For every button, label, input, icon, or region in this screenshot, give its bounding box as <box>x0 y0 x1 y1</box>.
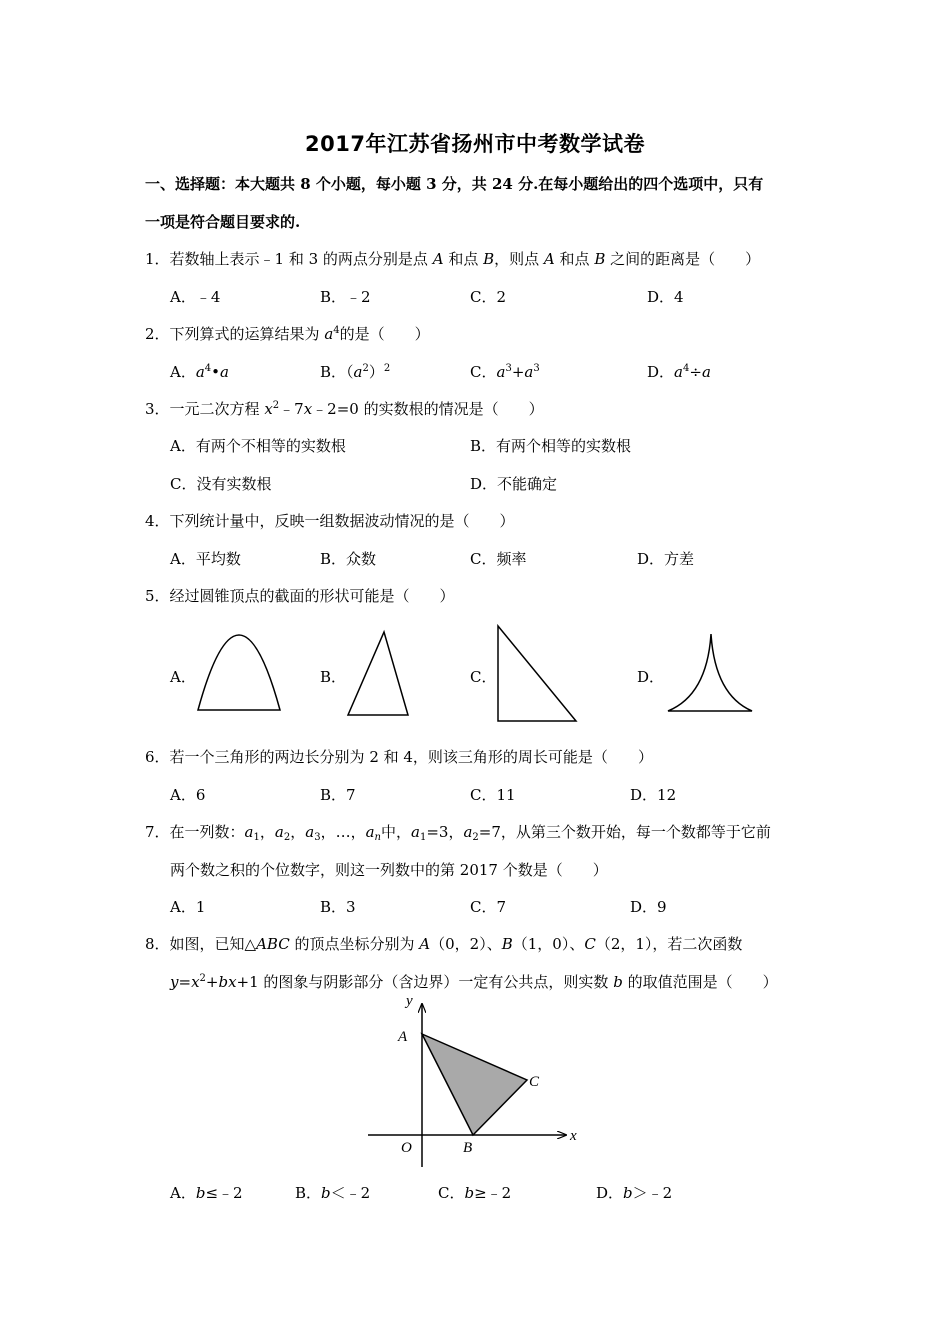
q8-option-d <box>596 1183 672 1203</box>
section-header-line1: 一、选择题：本大题共 8 个小题，每小题 3 分，共 24 分.在每小题给出的四个选项中，只有 <box>145 175 764 193</box>
q8-var: bx <box>218 973 237 991</box>
q7-option-a: A．1 <box>170 898 206 916</box>
q2-option-label: C． <box>470 363 497 381</box>
x-axis-label: x <box>570 1128 577 1144</box>
q8-text: 的取值范围是（ ） <box>622 973 778 991</box>
point-a-label: A <box>398 1029 408 1045</box>
page-title: 2017年江苏省扬州市中考数学试卷 <box>305 132 645 156</box>
q2-op: ÷ <box>689 363 702 381</box>
q4-option-d: D．方差 <box>637 550 695 568</box>
q2-option-label: B．（ <box>320 363 354 381</box>
q1-var: B <box>483 250 495 268</box>
q8-option-text: ≤﹣2 <box>205 1184 243 1202</box>
origin-label: O <box>401 1140 412 1156</box>
q7-var: a <box>411 823 420 841</box>
q6-option-a: A．6 <box>170 786 206 804</box>
section-header-line2: 一项是符合题目要求的. <box>145 213 301 231</box>
q8-var: ABC <box>256 935 290 953</box>
q1-text: 之间的距离是（ ） <box>605 250 761 268</box>
q2-var: a <box>701 363 711 381</box>
q8-text: = <box>178 973 192 991</box>
q8-var: A <box>419 935 431 953</box>
q8-text: 的顶点坐标分别为 <box>289 935 420 953</box>
q8-option-label: B． <box>295 1184 322 1202</box>
q8-text: +1 的图象与阴影部分（含边界）一定有公共点，则实数 <box>236 973 614 991</box>
q7-option-c: C．7 <box>470 898 507 916</box>
q1-text: 和点 <box>443 250 484 268</box>
q1-option-c: C．2 <box>470 288 507 306</box>
q1-text: 和点 <box>554 250 595 268</box>
q8-option-text: ＞﹣2 <box>632 1184 673 1202</box>
q8-var: b <box>464 1184 475 1202</box>
q6-option-c: C．11 <box>470 786 516 804</box>
q8-option-a <box>170 1183 243 1203</box>
q2-exp: 2 <box>362 363 369 374</box>
q2-op: • <box>211 363 221 381</box>
q3-option-a: A．有两个不相等的实数根 <box>170 437 346 455</box>
q1-text: ，则点 <box>494 250 544 268</box>
q5-option-a: A． <box>170 668 196 686</box>
q3-option-c: C．没有实数根 <box>170 475 272 493</box>
q7-var: a <box>305 823 315 841</box>
q5-option-c: C． <box>470 668 497 686</box>
q7-sub: 1 <box>419 832 427 843</box>
q1-var: A <box>432 250 444 268</box>
q1-option-d: D．4 <box>647 288 684 306</box>
q1-option-b: B．﹣2 <box>320 288 371 306</box>
q8-var: x <box>191 973 200 991</box>
q8-exp: 2 <box>199 973 206 984</box>
q7-var: a <box>274 823 284 841</box>
q2-exp: 3 <box>533 363 540 374</box>
q7-sub: 2 <box>283 832 291 843</box>
q4-option-a: A．平均数 <box>170 550 241 568</box>
q2-op: ） <box>368 363 384 381</box>
point-b-label: B <box>463 1140 473 1156</box>
q1-text: 1．若数轴上表示﹣1 和 3 的两点分别是点 <box>145 250 433 268</box>
question-6-stem: 6．若一个三角形的两边长分别为 2 和 4，则该三角形的周长可能是（ ） <box>145 748 653 766</box>
q3-text: ﹣7 <box>279 400 304 418</box>
q3-text: ﹣2=0 的实数根的情况是（ ） <box>312 400 544 418</box>
q6-option-d: D．12 <box>630 786 677 804</box>
q2-var: a <box>524 363 534 381</box>
q7-text: =7，从第三个数开始，每一个数都等于它前 <box>478 823 771 841</box>
q7-var: a <box>365 823 375 841</box>
q6-option-b: B．7 <box>320 786 356 804</box>
q7-var: a <box>244 823 254 841</box>
q2-text: 的是（ ） <box>339 325 430 343</box>
shaded-triangle-abc <box>422 1034 527 1135</box>
y-axis-label: y <box>406 993 413 1009</box>
q7-sub: 2 <box>472 832 479 843</box>
q8-var: C <box>584 935 596 953</box>
q2-option-label: D． <box>647 363 675 381</box>
q2-var: a <box>220 363 229 381</box>
q3-text: 3．一元二次方程 <box>145 400 265 418</box>
q7-var: a <box>463 823 473 841</box>
q8-text: （2，1），若二次函数 <box>595 935 743 953</box>
q4-option-b: B．众数 <box>320 550 377 568</box>
q8-text: + <box>205 973 219 991</box>
q3-option-d: D．不能确定 <box>470 475 558 493</box>
question-4-stem: 4．下列统计量中，反映一组数据波动情况的是（ ） <box>145 512 515 530</box>
q2-var: a <box>195 363 205 381</box>
q2-exp: 4 <box>204 363 212 374</box>
q8-text: 8．如图，已知△ <box>145 935 257 953</box>
q7-text: ， <box>259 823 275 841</box>
q3-var: x <box>303 400 313 418</box>
q8-text: （0，2）、 <box>430 935 502 953</box>
question-5-stem: 5．经过圆锥顶点的截面的形状可能是（ ） <box>145 587 455 605</box>
q8-var: b <box>613 973 623 991</box>
q8-option-text: ≥﹣2 <box>474 1184 512 1202</box>
q3-var: x <box>264 400 273 418</box>
q2-var: a <box>496 363 506 381</box>
question-7-stem-line2: 两个数之积的个位数字，则这一列数中的第 2017 个数是（ ） <box>170 861 608 879</box>
q2-var: a <box>353 363 363 381</box>
q8-option-label: C． <box>438 1184 465 1202</box>
q8-option-label: A． <box>170 1184 196 1202</box>
q1-option-a: A．﹣4 <box>170 288 221 306</box>
q8-text: （1，0）、 <box>512 935 585 953</box>
q7-text: =3， <box>426 823 464 841</box>
q8-option-text: ＜﹣2 <box>330 1184 371 1202</box>
q7-text: ，…， <box>320 823 366 841</box>
q2-exp: 4 <box>333 325 340 336</box>
q8-var: b <box>623 1184 633 1202</box>
q2-var: a <box>324 325 334 343</box>
q5-option-b: B． <box>320 668 347 686</box>
q4-option-c: C．频率 <box>470 550 527 568</box>
q8-option-label: D． <box>596 1184 624 1202</box>
q2-op: + <box>511 363 525 381</box>
point-c-label: C <box>529 1074 540 1090</box>
q8-var: b <box>195 1184 206 1202</box>
q8-var: y <box>170 973 179 991</box>
q3-exp: 2 <box>272 400 280 411</box>
q2-text: 2．下列算式的运算结果为 <box>145 325 325 343</box>
q2-option-label: A． <box>170 363 196 381</box>
q8-var: b <box>321 1184 331 1202</box>
q5-option-d: D． <box>637 668 665 686</box>
q7-sub: 1 <box>253 832 260 843</box>
q2-exp: 2 <box>383 363 391 374</box>
q7-text: 7．在一列数： <box>145 823 245 841</box>
q2-exp: 3 <box>505 363 512 374</box>
q7-option-b: B．3 <box>320 898 356 916</box>
q2-exp: 4 <box>682 363 690 374</box>
q2-var: a <box>674 363 683 381</box>
q8-option-b <box>295 1183 370 1203</box>
q7-text: 中， <box>380 823 411 841</box>
q1-var: A <box>543 250 555 268</box>
q8-option-c <box>438 1183 511 1203</box>
q7-sub: 3 <box>314 832 321 843</box>
q7-sub: n <box>374 832 381 843</box>
q3-option-b: B．有两个相等的实数根 <box>470 437 632 455</box>
q7-option-d: D．9 <box>630 898 667 916</box>
q7-text: ， <box>290 823 306 841</box>
q8-var: B <box>501 935 513 953</box>
q1-var: B <box>594 250 606 268</box>
